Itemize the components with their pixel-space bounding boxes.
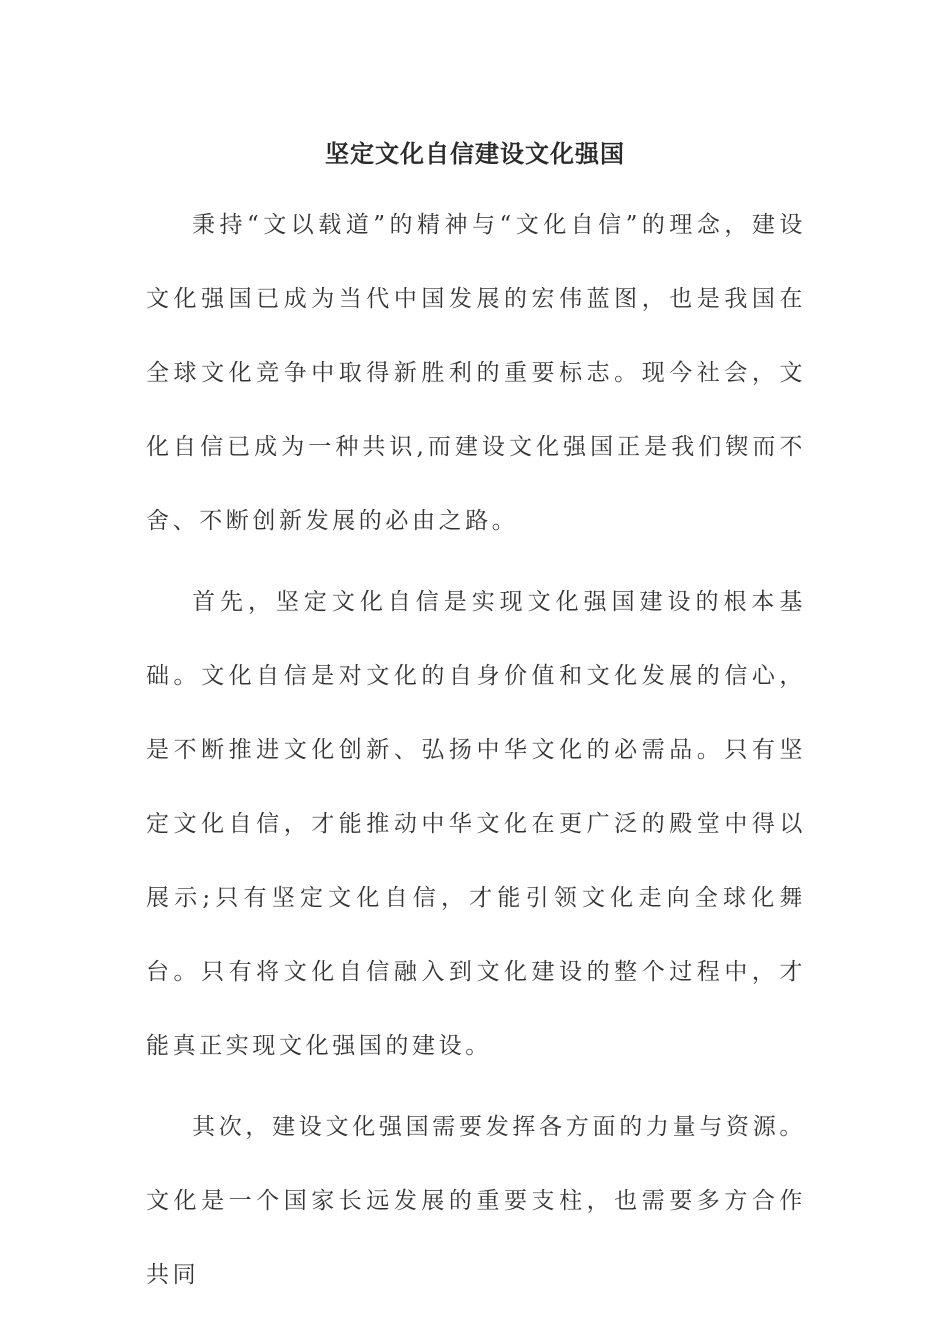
paragraph-1: 秉持“文以载道”的精神与“文化自信”的理念，建设文化强国已成为当代中国发展的宏伟蓝图，也是我国在全球文化竞争中取得新胜利的重要标志。现今社会，文化自信已成为一种共识,而建设文化强国正是我们锲而不舍、不断创新发展的必由之路。 xyxy=(146,212,806,534)
paragraph-2: 首先，坚定文化自信是实现文化强国建设的根本基础。文化自信是对文化的自身价值和文化发展的信心，是不断推进文化创新、弘扬中华文化的必需品。只有坚定文化自信，才能推动中华文化在更广泛的殿堂中得以展示;只有坚定文化自信，才能引领文化走向全球化舞台。只有将文化自信融入到文化建设的整个过程中，才能真正实现文化强国的建设。 xyxy=(146,589,806,1059)
document-body xyxy=(146,188,806,1319)
paragraph-3: 其次，建设文化强国需要发挥各方面的力量与资源。文化是一个国家长远发展的重要支柱，也需要多方合作共同 xyxy=(146,1114,806,1288)
document-title: 坚定文化自信建设文化强国 xyxy=(325,139,625,168)
